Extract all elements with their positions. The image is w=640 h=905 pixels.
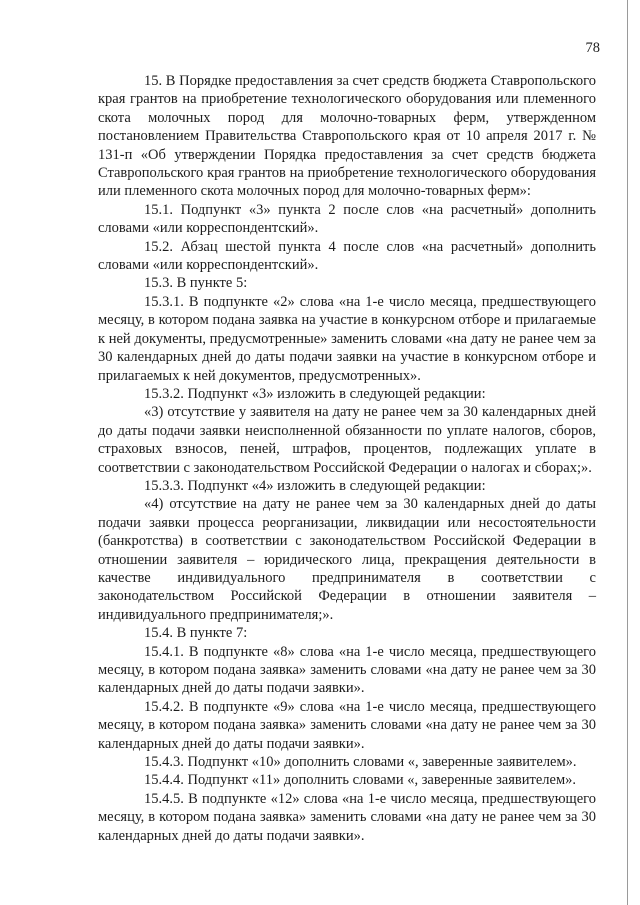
paragraph-15-2: 15.2. Абзац шестой пункта 4 после слов «на расчетный» дополнить словами «или корреспондентский». xyxy=(98,238,596,274)
paragraph-15-intro: 15. В Порядке предоставления за счет средств бюджета Ставропольского края грантов на приобретение технологического оборудования или племенного скота молочных пород для молочно-товарных ферм, утвержденном постановлением Правительства Ставропольского края от 10 апреля 2017 г. № 131-п «Об утверждении Порядка предоставления за счет средств бюджета Ставропольского края грантов на приобретение технологического оборудования или племенного скота молочных пород для молочно-товарных ферм»: xyxy=(98,73,596,200)
paragraph-15-4-5: 15.4.5. В подпункте «12» слова «на 1-е число месяца, предшествующего месяцу, в котором подана заявка» заменить словами «на дату не ранее чем за 30 календарных дней до даты подачи заявки». xyxy=(98,790,596,844)
paragraph-15-4-2: 15.4.2. В подпункте «9» слова «на 1-е число месяца, предшествующего месяцу, в котором подана заявка» заменить словами «на дату не ранее чем за 30 календарных дней до даты подачи заявки». xyxy=(98,698,596,752)
quoted-subitem-3: «3) отсутствие у заявителя на дату не ранее чем за 30 календарных дней до даты подачи заявки неисполненной обязанности по уплате налогов, сборов, страховых взносов, пеней, штрафов, процентов, подлежащих уплате в соответствии с законодательством Российской Федерации о налогах и сборах;». xyxy=(98,404,596,476)
quoted-subitem-4: «4) отсутствие на дату не ранее чем за 30 календарных дней до даты подачи заявки процесса реорганизации, ликвидации или несостоятельности (банкротства) в соответствии с законодательством Российской Федерации в отношении заявителя – юридического лица, прекращения деятельности в качестве индивидуального предпринимателя в соответствии с законодательством Российской Федерации в отношении заявителя – индивидуального предпринимателя;». xyxy=(98,496,596,623)
paragraph-15-3-1: 15.3.1. В подпункте «2» слова «на 1-е число месяца, предшествующего месяцу, в котором подана заявка на участие в конкурсном отборе и прилагаемые к ней документы, предусмотренные» заменить словами «на дату не ранее чем за 30 календарных дней до даты подачи заявки на участие в конкурсном отборе и прилагаемых к ней документов, предусмотренных». xyxy=(98,293,596,384)
paragraph-15-4-3: 15.4.3. Подпункт «10» дополнить словами «, заверенные заявителем». xyxy=(144,754,577,771)
page-number: 78 xyxy=(585,40,600,56)
paragraph-15-1: 15.1. Подпункт «3» пункта 2 после слов «на расчетный» дополнить словами «или корреспондентский». xyxy=(98,201,596,237)
paragraph-15-3: 15.3. В пункте 5: xyxy=(144,275,248,292)
paragraph-15-3-2: 15.3.2. Подпункт «3» изложить в следующей редакции: xyxy=(144,385,486,402)
paragraph-15-3-3: 15.3.3. Подпункт «4» изложить в следующей редакции: xyxy=(144,477,486,494)
document-body xyxy=(98,72,596,845)
paragraph-15-4-4: 15.4.4. Подпункт «11» дополнить словами «, заверенные заявителем». xyxy=(144,772,577,789)
scan-edge-line xyxy=(627,0,628,905)
paragraph-15-4: 15.4. В пункте 7: xyxy=(144,625,248,642)
paragraph-15-4-1: 15.4.1. В подпункте «8» слова «на 1-е число месяца, предшествующего месяцу, в котором подана заявка» заменить словами «на дату не ранее чем за 30 календарных дней до даты подачи заявки». xyxy=(98,643,596,697)
